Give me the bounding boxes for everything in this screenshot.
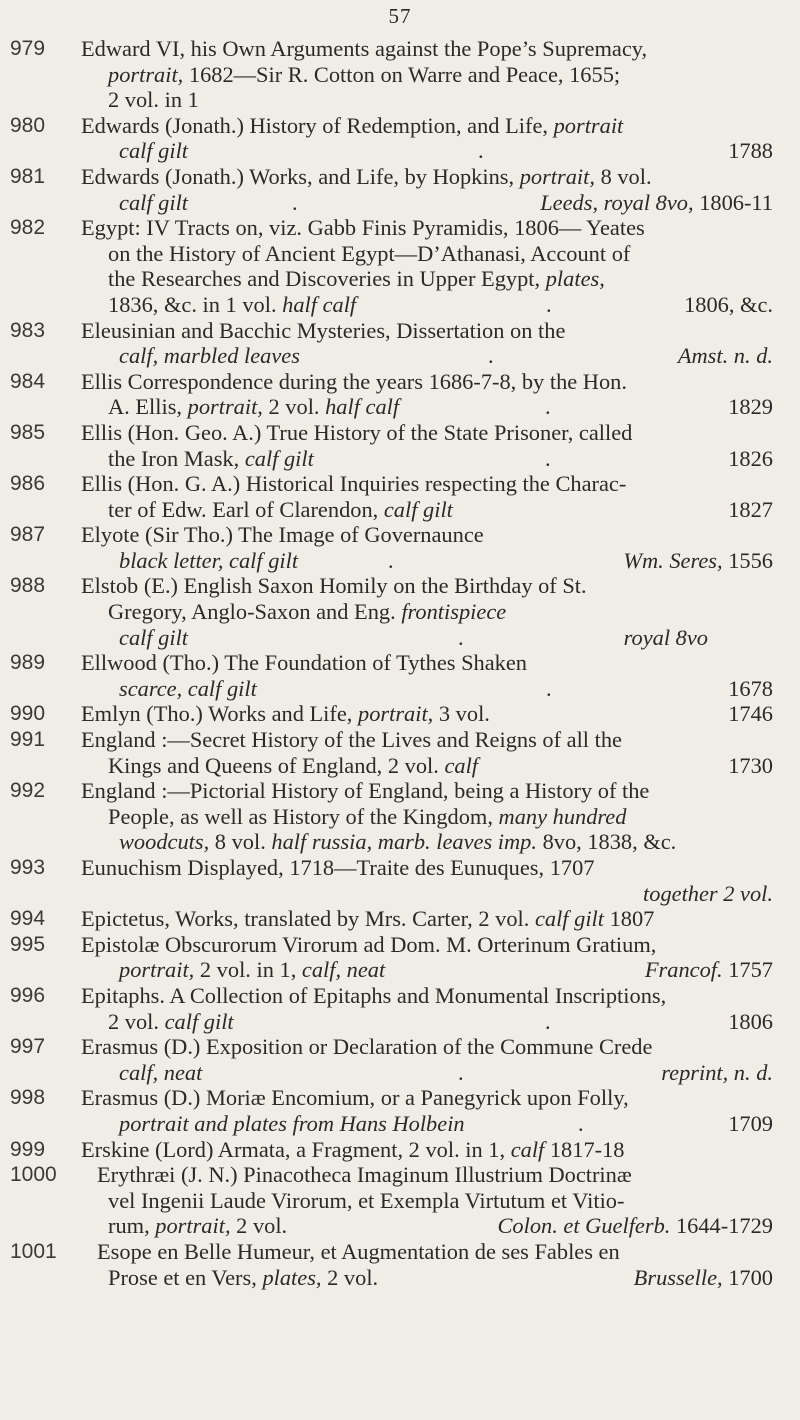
entry-date: 1807 [603, 906, 655, 932]
binding-note: calf, marbled leaves [119, 343, 300, 369]
lot-number: 992 [10, 779, 46, 803]
entry-text: Prose et en Vers, [108, 1264, 263, 1290]
binding-note: portrait, [519, 163, 595, 189]
binding-note: calf gilt [119, 138, 189, 164]
entry-text: England :—Secret History of the Lives and Reigns of all the [81, 727, 622, 753]
lot-number: 988 [10, 574, 46, 598]
catalogue-entry-991 [0, 727, 800, 778]
catalogue-entry-1001 [0, 1239, 800, 1290]
entry-text: 2 vol. in 1, [194, 957, 302, 983]
lot-number: 998 [10, 1086, 46, 1110]
lot-number: 982 [10, 216, 46, 240]
entry-text: rum, [108, 1213, 156, 1239]
lot-number: 1001 [10, 1239, 57, 1263]
catalogue-entry-993 [0, 855, 800, 906]
catalogue-entry-987: 987 Elyote (Sir Tho.) The Image of Governaunce black letter, calf gilt . Wm. Seres, 1556 [10, 522, 773, 573]
entry-text: 1682—Sir R. Cotton on Warre and Peace, 1655; [183, 61, 621, 87]
entry-text: the Iron Mask, [108, 445, 245, 471]
entry-text: Ellis (Hon. G. A.) Historical Inquiries respecting the Charac- [81, 471, 627, 497]
lot-number: 999 [10, 1137, 46, 1161]
lot-number: 996 [10, 983, 46, 1007]
entry-date: 1806 [728, 1008, 773, 1034]
imprint: Francof. [644, 957, 723, 983]
catalogue-entry-1000 [0, 1162, 800, 1239]
entry-text: Kings and Queens of England, 2 vol. [108, 752, 445, 778]
entry-text: People, as well as History of the Kingdom, [108, 803, 499, 829]
entry-date: 1829 [728, 394, 773, 420]
lot-number: 983 [10, 318, 46, 342]
imprint: Colon. et Guelferb. [497, 1213, 671, 1239]
binding-note: calf [510, 1136, 545, 1162]
entry-text: A. Ellis, [108, 394, 188, 420]
entry-date: 1709 [728, 1110, 773, 1136]
imprint: royal 8vo [623, 624, 708, 650]
catalogue-entry-994 [0, 906, 800, 932]
binding-note: half calf [325, 394, 400, 420]
binding-note: portrait [553, 112, 624, 138]
catalogue-entry-985: 985 Ellis (Hon. Geo. A.) True History of the State Prisoner, called the Iron Mask, calf gilt . 1826 [10, 419, 773, 471]
entry-text: Egypt: IV Tracts on, viz. Gabb Finis Pyramidis, 1806— Yeates [81, 215, 645, 241]
catalogue-entry-981: 981 Edwards (Jonath.) Works, and Life, by Hopkins, portrait, 8 vol. calf gilt . Leeds, royal 8vo, 1806-11 [10, 163, 773, 215]
entry-text: the Researches and Discoveries in Upper Egypt, [108, 266, 546, 292]
lot-number: 990 [10, 702, 46, 726]
entry-text: ter of Edw. Earl of Clarendon, [108, 496, 384, 522]
entry-text: Elstob (E.) English Saxon Homily on the Birthday of St. [81, 573, 587, 599]
catalogue-entry-979 [0, 36, 800, 113]
catalogue-entry-983: 983 Eleusinian and Bacchic Mysteries, Dissertation on the calf, marbled leaves . Amst. n. d. [10, 317, 773, 369]
binding-note: many hundred [498, 803, 627, 829]
page-number: 57 [388, 4, 412, 28]
entry-text: Erasmus (D.) Moriæ Encomium, or a Panegyrick upon Folly, [81, 1085, 629, 1111]
entry-text: Gregory, Anglo-Saxon and Eng. [108, 599, 402, 625]
entry-date: 1746 [728, 701, 773, 727]
entry-text: Emlyn (Tho.) Works and Life, [81, 701, 358, 727]
catalogue-entry-989: 989 Ellwood (Tho.) The Foundation of Tythes Shaken scarce, calf gilt . 1678 [10, 650, 773, 701]
entry-text: 2 vol. [230, 1213, 288, 1239]
binding-note: portrait, [358, 701, 434, 727]
entry-text: Edwards (Jonath.) History of Redemption, and Life, [81, 112, 554, 138]
entry-text: 8 vol. [594, 163, 652, 189]
lot-number: 981 [10, 164, 46, 188]
catalogue-entry-996: 996 Epitaphs. A Collection of Epitaphs and Monumental Inscriptions, 2 vol. calf gilt . 1806 [10, 982, 773, 1034]
entry-text: Epitaphs. A Collection of Epitaphs and Monumental Inscriptions, [81, 982, 667, 1008]
entry-date: 1817-18 [544, 1136, 625, 1162]
entry-text: Epictetus, Works, translated by Mrs. Carter, 2 vol. [81, 906, 535, 932]
binding-note: calf gilt [119, 189, 189, 215]
entry-text: Edward VI, his Own Arguments against the Pope’s Supremacy, [81, 36, 648, 61]
binding-note: calf [444, 752, 479, 778]
catalogue-entry-995 [0, 932, 800, 983]
binding-note: plates, [545, 266, 605, 292]
lot-number: 997 [10, 1035, 46, 1059]
entry-text: Ellwood (Tho.) The Foundation of Tythes Shaken [81, 650, 527, 676]
entry-date: 1826 [728, 445, 773, 471]
binding-note: portrait, [108, 61, 184, 87]
lot-number: 989 [10, 651, 46, 675]
entry-text: vel Ingenii Laude Virorum, et Exempla Virtutum et Vitio- [108, 1187, 625, 1213]
entry-date: 1827 [728, 496, 773, 522]
entry-text: Erasmus (D.) Exposition or Declaration of the Commune Crede [81, 1034, 653, 1060]
entry-text: 3 vol. [433, 701, 490, 727]
binding-note: portrait, [155, 1213, 231, 1239]
binding-note: portrait and plates from Hans Holbein [119, 1110, 465, 1136]
entry-text: Epistolæ Obscurorum Virorum ad Dom. M. Orterinum Gratium, [81, 931, 657, 957]
catalogue-entry-988: 988 Elstob (E.) English Saxon Homily on the Birthday of St. Gregory, Anglo-Saxon and Eng. frontispiece calf gilt . royal 8vo [10, 573, 708, 650]
lot-number: 979 [10, 37, 46, 60]
binding-note: frontispiece [401, 599, 507, 625]
imprint: Brusselle, [633, 1264, 723, 1290]
catalogue-entry-999 [0, 1137, 800, 1163]
binding-note: calf gilt [534, 906, 604, 932]
entry-text: England :—Pictorial History of England, being a History of the [81, 778, 650, 804]
lot-number: 993 [10, 856, 46, 879]
catalogue-entry-992 [0, 778, 800, 855]
lot-number: 985 [10, 420, 46, 444]
catalogue-entry-980: 980 Edwards (Jonath.) History of Redemption, and Life, portrait calf gilt . 1788 [10, 112, 773, 164]
entry-date: 1806-11 [693, 189, 773, 215]
entry-text: 1836, &c. in 1 vol. [108, 291, 283, 317]
binding-note: calf gilt [244, 445, 314, 471]
entry-text: Edwards (Jonath.) Works, and Life, by Hopkins, [81, 163, 520, 189]
binding-note: together 2 vol. [643, 880, 773, 906]
entry-date: 1806, &c. [684, 291, 773, 317]
entry-date: 8vo, 1838, &c. [536, 829, 677, 855]
binding-note: woodcuts, [119, 829, 210, 855]
entry-date: 1757 [722, 957, 773, 983]
binding-note: portrait, [119, 957, 195, 983]
imprint: reprint, n. d. [661, 1059, 773, 1085]
entry-text: Ellis Correspondence during the years 1686-7-8, by the Hon. [81, 368, 627, 394]
binding-note: half russia, marb. leaves imp. [271, 829, 537, 855]
binding-note: calf, neat [301, 957, 386, 983]
lot-number: 995 [10, 932, 46, 956]
entry-text: Eunuchism Displayed, 1718—Traite des Eunuques, 1707 [81, 855, 595, 880]
binding-note: calf gilt [383, 496, 453, 522]
imprint: Amst. n. d. [677, 343, 773, 369]
lot-number: 1000 [10, 1163, 57, 1187]
catalogue-entry-984: 984 Ellis Correspondence during the years 1686-7-8, by the Hon. A. Ellis, portrait, 2 vol. half calf . 1829 [10, 368, 773, 420]
entry-text: Erskine (Lord) Armata, a Fragment, 2 vol. in 1, [81, 1136, 511, 1162]
binding-note: portrait, [187, 394, 263, 420]
catalogue-entry-990 [0, 701, 800, 727]
catalogue-entry-982: 982 Egypt: IV Tracts on, viz. Gabb Finis Pyramidis, 1806— Yeates on the History of Ancient Egypt—D’Athanasi, Account of the Researches and Discoveries in Upper Egypt, plates, 1836, &c. in 1 vol. half calf . 1806, &c. [10, 215, 773, 317]
lot-number: 986 [10, 472, 46, 496]
imprint: Wm. Seres, [623, 547, 723, 573]
catalogue-list [0, 36, 800, 1290]
entry-text: Ellis (Hon. Geo. A.) True History of the State Prisoner, called [81, 419, 633, 445]
entry-date: 1788 [728, 138, 773, 164]
lot-number: 991 [10, 728, 46, 752]
entry-text: 2 vol. in 1 [108, 87, 199, 113]
imprint: Leeds, royal 8vo, [540, 189, 694, 215]
entry-text: Erythræi (J. N.) Pinacotheca Imaginum Illustrium Doctrinæ [97, 1162, 632, 1188]
binding-note: plates, [262, 1264, 322, 1290]
entry-text: 2 vol. [262, 394, 326, 420]
binding-note: calf, neat [119, 1059, 203, 1085]
binding-note: calf gilt [119, 624, 189, 650]
catalogue-entry-997: 997 Erasmus (D.) Exposition or Declaration of the Commune Crede calf, neat . reprint, n. d. [10, 1034, 773, 1085]
entry-date: 1644-1729 [670, 1213, 773, 1239]
lot-number: 994 [10, 907, 46, 931]
entry-text: on the History of Ancient Egypt—D’Athanasi, Account of [108, 240, 631, 266]
binding-note: scarce, calf gilt [119, 675, 257, 701]
entry-text: 8 vol. [209, 829, 272, 855]
entry-text: 2 vol. [108, 1008, 165, 1034]
binding-note: calf gilt [164, 1008, 234, 1034]
entry-date: 1556 [722, 547, 773, 573]
lot-number: 980 [10, 113, 46, 137]
lot-number: 984 [10, 369, 46, 393]
entry-date: 1700 [722, 1264, 773, 1290]
entry-text: 2 vol. [321, 1264, 379, 1290]
lot-number: 987 [10, 523, 46, 547]
entry-date: 1678 [728, 675, 773, 701]
entry-text: Esope en Belle Humeur, et Augmentation de ses Fables en [97, 1238, 620, 1264]
catalogue-entry-998: 998 Erasmus (D.) Moriæ Encomium, or a Panegyrick upon Folly, portrait and plates from Hans Holbein . 1709 [10, 1085, 773, 1136]
entry-text: Eleusinian and Bacchic Mysteries, Dissertation on the [81, 317, 566, 343]
binding-note: half calf [282, 291, 357, 317]
entry-text: Elyote (Sir Tho.) The Image of Governaunce [81, 522, 484, 548]
entry-date: 1730 [728, 752, 773, 778]
catalogue-entry-986 [0, 471, 800, 522]
binding-note: black letter, calf gilt [119, 547, 299, 573]
